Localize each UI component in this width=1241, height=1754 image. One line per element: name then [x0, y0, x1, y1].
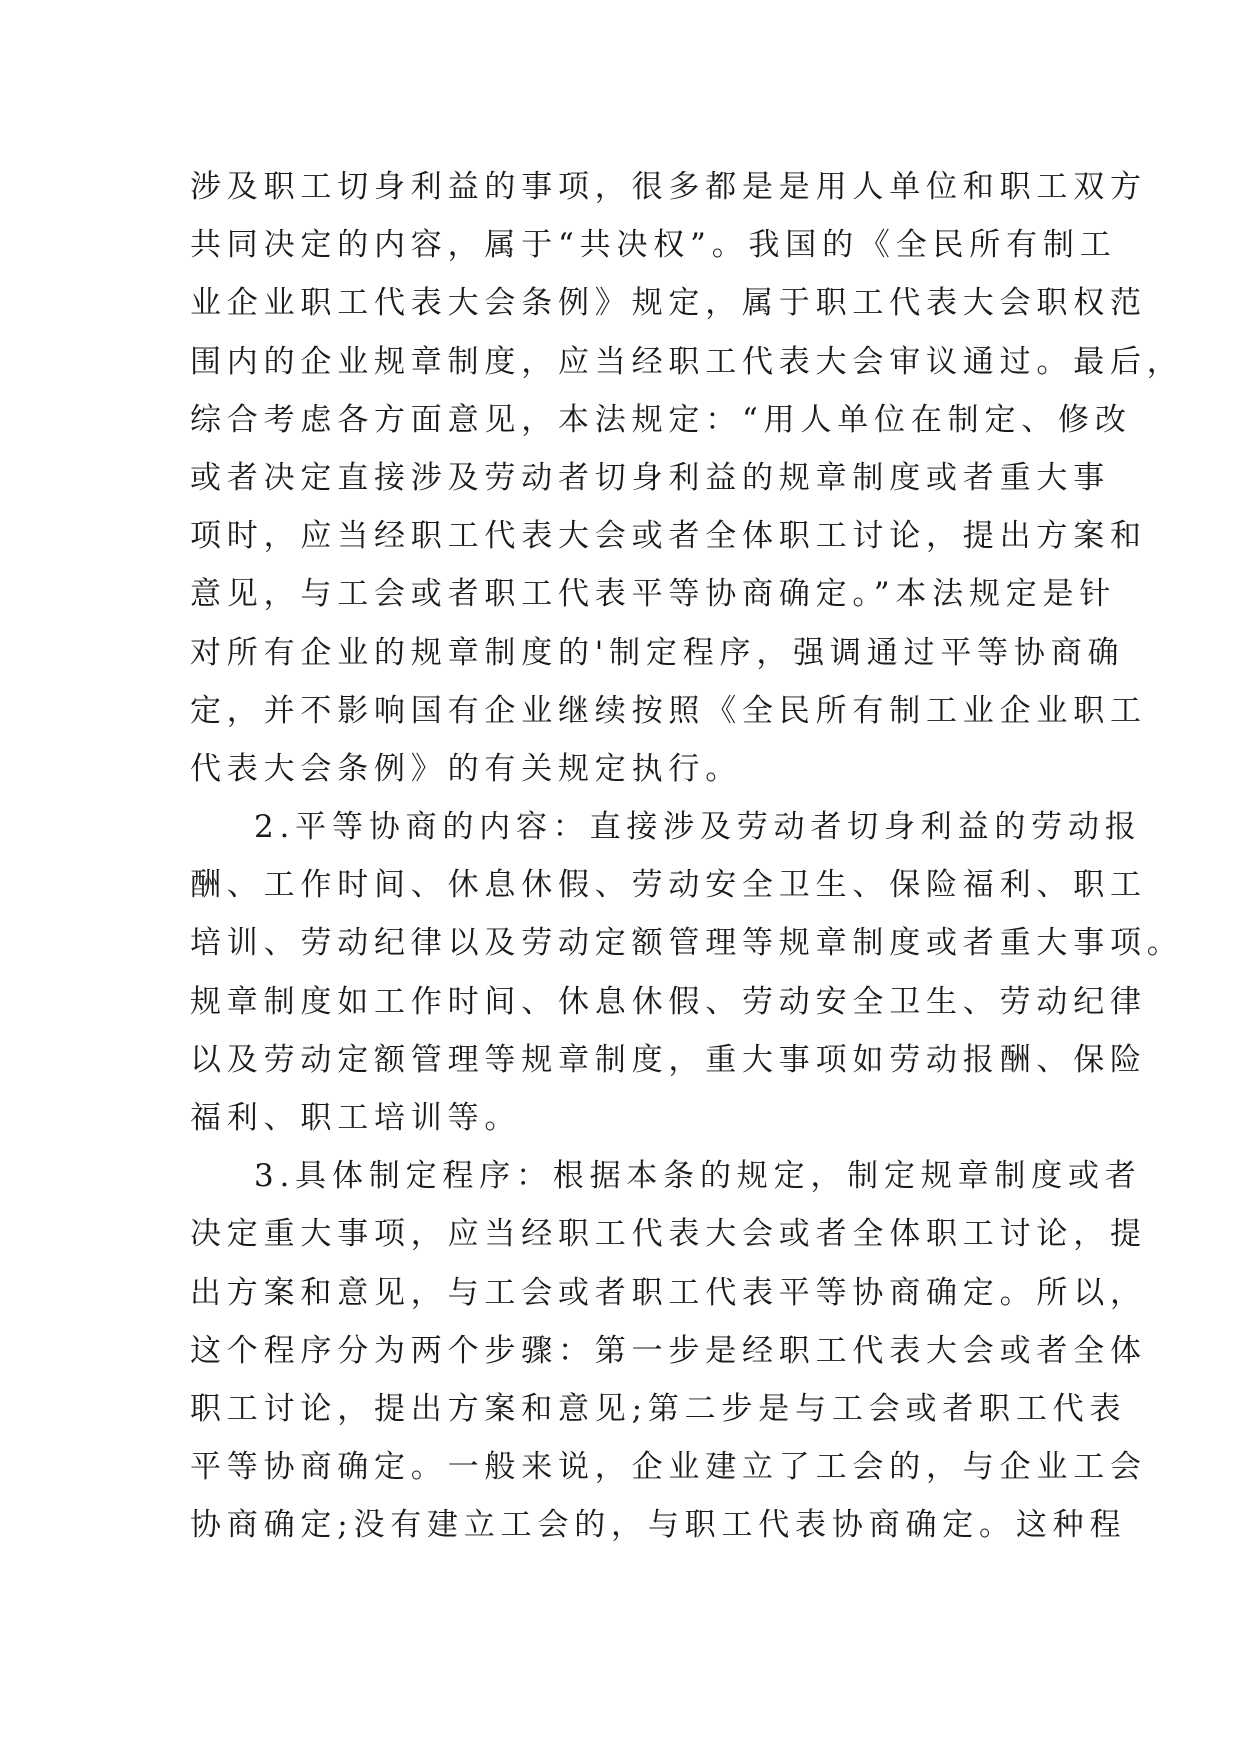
text-line: 业企业职工代表大会条例》规定，属于职工代表大会职权范	[190, 285, 1147, 322]
text-line: 酬、工作时间、休息休假、劳动安全卫生、保险福利、职工	[190, 867, 1147, 904]
text-line: 规章制度如工作时间、休息休假、劳动安全卫生、劳动纪律	[190, 983, 1147, 1020]
text-line: 决定重大事项，应当经职工代表大会或者全体职工讨论，提	[190, 1216, 1147, 1253]
text-line: 定，并不影响国有企业继续按照《全民所有制工业企业职工	[190, 692, 1147, 729]
text-line: 综合考虑各方面意见，本法规定：“用人单位在制定、修改	[190, 401, 1132, 438]
text-line: 代表大会条例》的有关规定执行。	[190, 750, 742, 787]
text-line: 对所有企业的规章制度的'制定程序，强调通过平等协商确	[190, 634, 1125, 671]
text-line: 意见，与工会或者职工代表平等协商确定。”本法规定是针	[190, 576, 1117, 613]
text-line-paragraph-start: 2.平等协商的内容：直接涉及劳动者切身利益的劳动报	[254, 809, 1142, 846]
text-line: 职工讨论，提出方案和意见;第二步是与工会或者职工代表	[190, 1390, 1127, 1427]
text-line: 这个程序分为两个步骤：第一步是经职工代表大会或者全体	[190, 1332, 1147, 1369]
body-text	[190, 158, 1184, 1555]
text-line: 协商确定;没有建立工会的，与职工代表协商确定。这种程	[190, 1507, 1127, 1544]
text-line: 出方案和意见，与工会或者职工代表平等协商确定。所以，	[190, 1274, 1147, 1311]
text-line: 以及劳动定额管理等规章制度，重大事项如劳动报酬、保险	[190, 1041, 1147, 1078]
text-line: 涉及职工切身利益的事项，很多都是是用人单位和职工双方	[190, 169, 1147, 205]
text-line: 围内的企业规章制度，应当经职工代表大会审议通过。最后，	[190, 343, 1184, 380]
text-line-paragraph-start: 3.具体制定程序：根据本条的规定，制定规章制度或者	[254, 1158, 1142, 1195]
text-line: 培训、劳动纪律以及劳动定额管理等规章制度或者重大事项。	[190, 925, 1184, 962]
text-line: 或者决定直接涉及劳动者切身利益的规章制度或者重大事	[190, 459, 1110, 496]
text-line: 项时，应当经职工代表大会或者全体职工讨论，提出方案和	[190, 518, 1147, 555]
text-line: 平等协商确定。一般来说，企业建立了工会的，与企业工会	[190, 1449, 1147, 1486]
text-line: 共同决定的内容，属于“共决权”。我国的《全民所有制工	[190, 227, 1117, 264]
text-line: 福利、职工培训等。	[190, 1100, 522, 1136]
